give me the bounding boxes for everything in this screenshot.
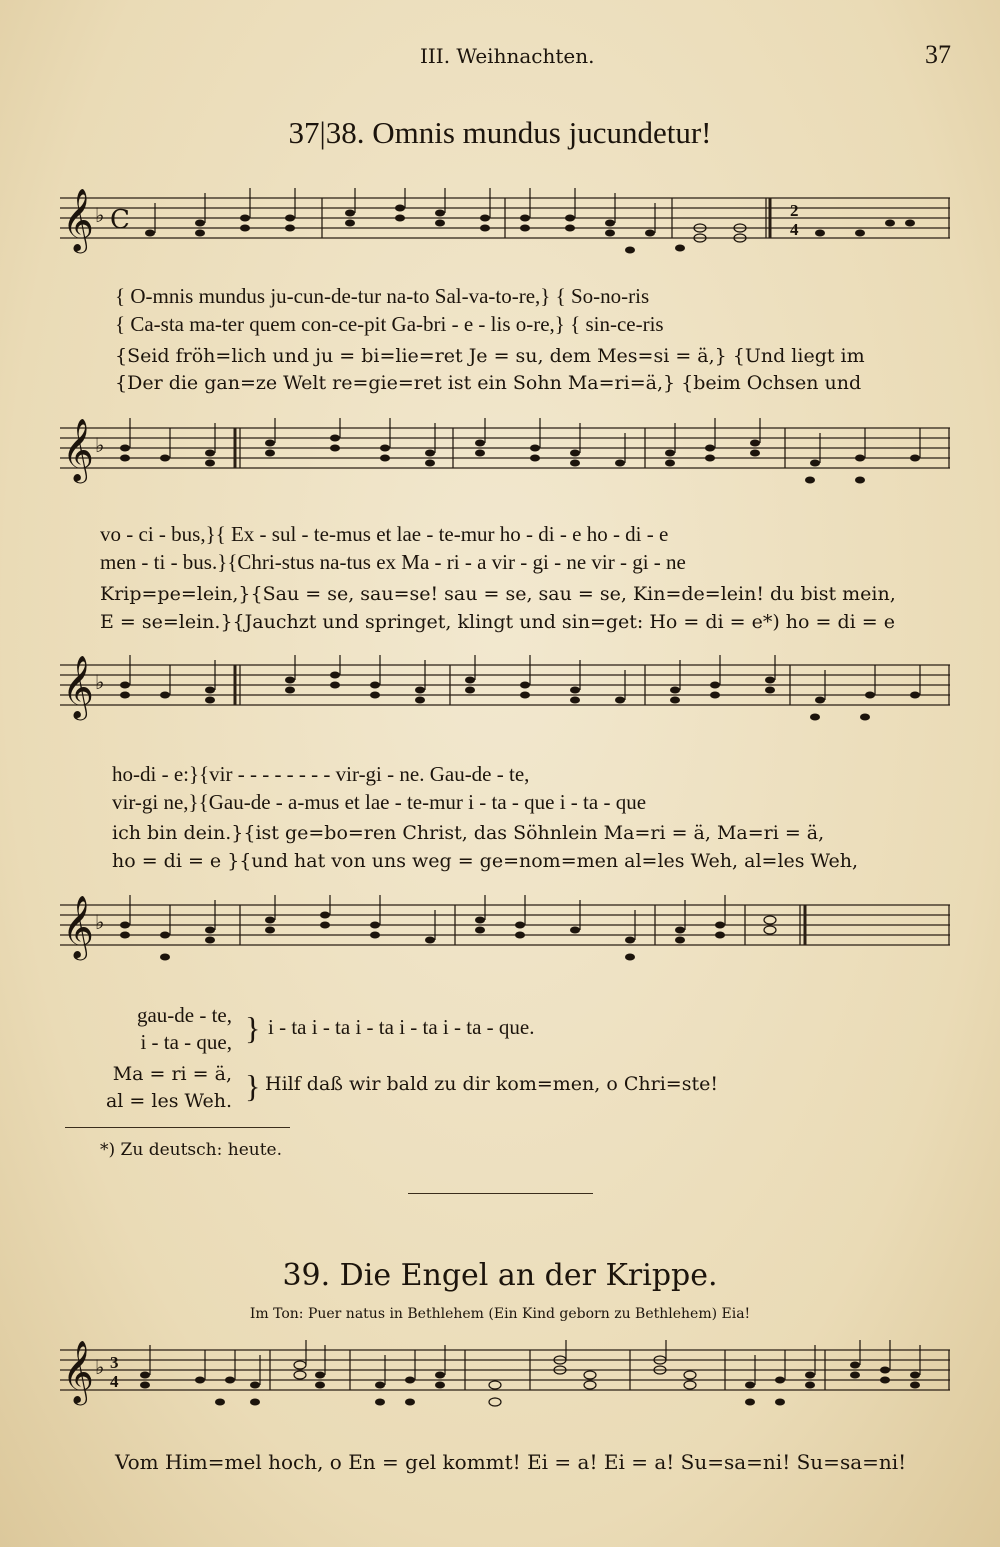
page-header [0, 40, 1000, 70]
lyric-german-3-line1: ich bin dein.}{ist ge=bo=ren Christ, das Söhnlein Ma=ri = ä, Ma=ri = ä, [112, 822, 825, 844]
lyric-german-1-line1: {Seid fröh=lich und ju = bi=lie=ret Je = su, dem Mes=si = ä,} {Und liegt im [115, 345, 865, 367]
svg-text:♭: ♭ [95, 672, 105, 694]
footnote: *) Zu deutsch: heute. [100, 1140, 283, 1160]
lyric-latin-1-line1: { O-mnis mundus ju-cun-de-tur na-to Sal-va-to-re,} { So-no-ris [115, 284, 650, 308]
lyric-latin-4-line1: gau-de - te, [136, 1003, 232, 1027]
lyric-song2: Vom Him=mel hoch, o En = gel kommt! Ei = a! Ei = a! Su=sa=ni! Su=sa=ni! [115, 1450, 907, 1474]
svg-text:♭: ♭ [95, 205, 105, 227]
music-staff-4 [60, 895, 950, 990]
lyric-latin-4-end: i - ta i - ta i - ta i - ta i - ta - que. [268, 1015, 535, 1039]
music-staff-5 [60, 1340, 950, 1435]
svg-text:♭: ♭ [95, 1357, 105, 1379]
lyric-german-3-line2: ho = di = e }{und hat von uns weg = ge=nom=men al=les Weh, al=les Weh, [112, 850, 859, 872]
footnote-rule [65, 1127, 290, 1128]
svg-text:3: 3 [110, 1353, 119, 1372]
brace-german: } [245, 1068, 261, 1104]
svg-text:4: 4 [790, 220, 799, 239]
lyric-latin-3-line2: vir-gi ne,}{Gau-de - a-mus et lae - te-mur i - ta - que i - ta - que [112, 790, 647, 814]
lyric-latin-2-line1: vo - ci - bus,}{ Ex - sul - te-mus et lae - te-mur ho - di - e ho - di - e [100, 522, 669, 546]
section-title: III. Weihnachten. [420, 44, 595, 68]
lyric-german-4-line1: Ma = ri = ä, [112, 1063, 232, 1085]
lyric-latin-3-line1: ho-di - e:}{vir - - - - - - - - vir-gi - ne. Gau-de - te, [112, 762, 530, 786]
lyric-german-4-line2: al = les Weh. [105, 1090, 232, 1112]
song-title: 37|38. Omnis mundus jucundetur! [288, 115, 712, 150]
svg-text:𝄞: 𝄞 [62, 1340, 94, 1403]
svg-text:C: C [110, 205, 130, 235]
lyric-german-1-line2: {Der die gan=ze Welt re=gie=ret ist ein Sohn Ma=ri=ä,} {beim Ochsen und [115, 372, 862, 394]
lyric-latin-4-line2: i - ta - que, [140, 1030, 232, 1054]
svg-text:𝄞: 𝄞 [62, 188, 94, 251]
svg-text:𝄞: 𝄞 [62, 418, 94, 481]
svg-text:4: 4 [110, 1372, 119, 1391]
lyric-german-2-line1: Krip=pe=lein,}{Sau = se, sau=se! sau = se, sau = se, Kin=de=lein! du bist mein, [100, 583, 896, 605]
section-divider [408, 1193, 593, 1194]
music-staff-3 [60, 655, 950, 750]
lyric-latin-2-line2: men - ti - bus.}{Chri-stus na-tus ex Ma - ri - a vir - gi - ne vir - gi - ne [100, 550, 686, 574]
svg-text:♭: ♭ [95, 912, 105, 934]
svg-text:𝄞: 𝄞 [62, 655, 94, 718]
lyric-latin-1-line2: { Ca-sta ma-ter quem con-ce-pit Ga-bri - e - lis o-re,} { sin-ce-ris [115, 312, 664, 336]
svg-text:♭: ♭ [95, 435, 105, 457]
page-number: 37 [925, 40, 951, 69]
svg-text:2: 2 [790, 201, 799, 220]
lyric-german-2-line2: E = se=lein.}{Jauchzt und springet, klingt und sin=get: Ho = di = e*) ho = di = e [100, 611, 895, 633]
music-staff-1 [60, 188, 950, 283]
lyric-german-4-end: Hilf daß wir bald zu dir kom=men, o Chri=ste! [265, 1073, 718, 1095]
song-title-2: 39. Die Engel an der Krippe. [282, 1258, 718, 1293]
music-staff-2 [60, 418, 950, 513]
song-subtitle: Im Ton: Puer natus in Bethlehem (Ein Kind geborn zu Bethlehem) Eia! [249, 1306, 751, 1322]
svg-text:𝄞: 𝄞 [62, 895, 94, 958]
brace-latin: } [245, 1010, 261, 1046]
